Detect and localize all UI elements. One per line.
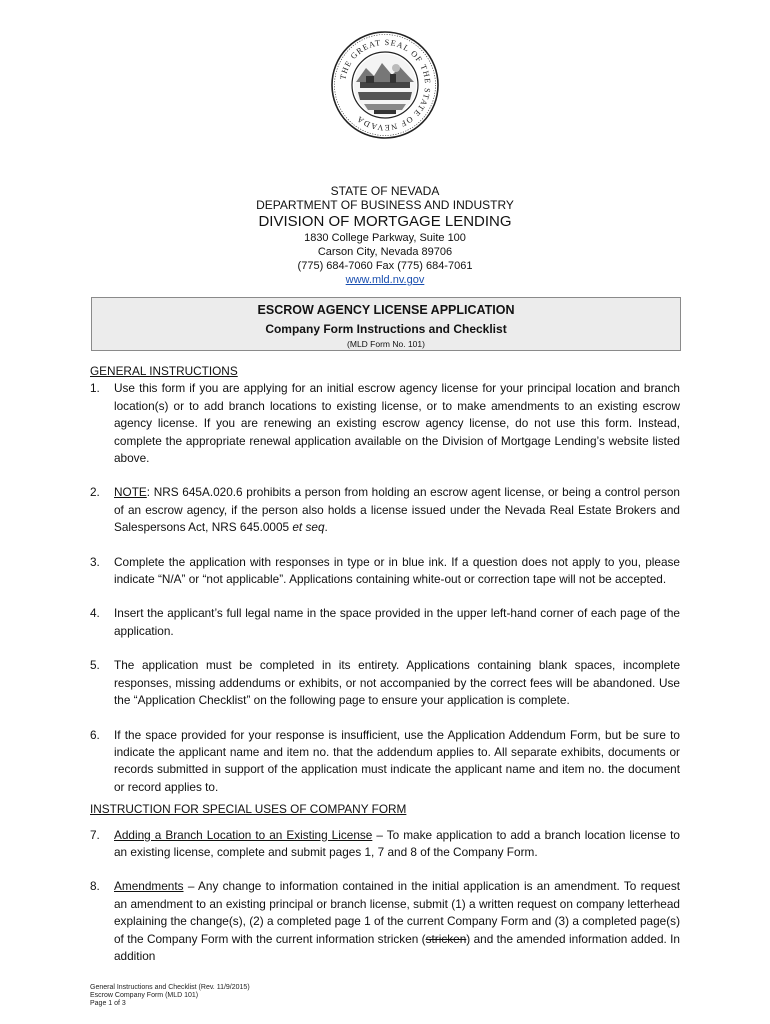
instructions-body [90,363,680,965]
instruction-item-7: 7. Adding a Branch Location to an Existing License – To make application to add a branch location license to an existing license, complete and submit pages 1, 7 and 8 of the Company Form. [90,827,680,859]
website-link[interactable]: www.mld.nv.gov [345,274,425,286]
division-name: DIVISION OF MORTGAGE LENDING [258,213,512,230]
form-title-box [91,297,681,351]
form-title: ESCROW AGENCY LICENSE APPLICATION [257,303,515,317]
amendments-label: Amendments [114,879,184,894]
page-footer [90,984,250,1008]
form-subtitle: Company Form Instructions and Checklist [265,322,507,336]
special-uses-heading: INSTRUCTION FOR SPECIAL USES OF COMPANY FORM [90,802,407,817]
footer-page-number: Page 1 of 3 [90,1000,126,1007]
general-instructions-heading: GENERAL INSTRUCTIONS [90,364,238,378]
address-line-2: Carson City, Nevada 89706 [317,246,453,258]
footer-revision: General Instructions and Checklist (Rev. 11/9/2015) [90,984,250,991]
address-line-1: 1830 College Parkway, Suite 100 [304,232,466,244]
instruction-item-6: 6. If the space provided for your response is insufficient, use the Application Addendum Form, but be sure to indicate the applicant name and item no. that the addendum applies to. All separate exhibits, documents or records submitted in support of the application must indicate the applicant name and item no. the document or record applies to. [90,727,680,794]
state-seal-icon [330,30,440,140]
stricken-example: stricken [425,931,467,946]
instruction-item-4: 4. Insert the applicant’s full legal name in the space provided in the upper left-hand corner of each page of the application. [90,606,680,638]
footer-form-name: Escrow Company Form (MLD 101) [90,992,199,999]
agency-header [0,184,770,287]
branch-location-label: Adding a Branch Location to an Existing License [114,827,373,842]
seal-ring-text: THE GREAT SEAL OF THE STATE OF NEVADA [338,37,433,133]
instruction-item-3: 3. Complete the application with responses in type or in blue ink. If a question does not apply to you, please indicate “N/A” or “not applicable”. Applications containing white-out or correction tape will not be accepted. [90,554,680,587]
note-label: NOTE [114,485,147,500]
department-name: DEPARTMENT OF BUSINESS AND INDUSTRY [256,198,514,212]
instruction-item-8: 8. Amendments – Any change to information contained in the initial application is an amendment. To request an amendment to an existing principal or branch license, submit (1) a written request on company letterhead explaining the change(s), (2) a completed page 1 of the current Company Form and (3) a completed page(s) of the Company Form with the current information stricken (stricken) and the amended information added. In addition [90,879,680,963]
form-number: (MLD Form No. 101) [347,339,425,349]
state-name: STATE OF NEVADA [330,184,440,198]
instruction-item-1: 1. Use this form if you are applying for an initial escrow agency license for your principal location and branch location(s) or to add branch locations to existing license, or to make amendments to an existing escrow agency license. If you are renewing an existing escrow agency license, do not use this form. Instead, complete the appropriate renewal application available on the Division of Mortgage Lending’s website listed above. [90,381,680,466]
phone-fax: (775) 684-7060 Fax (775) 684-7061 [297,260,473,272]
instruction-item-2: 2. NOTE: NRS 645A.020.6 prohibits a person from holding an escrow agent license, or being a control person of an escrow agency, if the person also holds a license issued under the Nevada Real Estate Brokers and Salespersons Act, NRS 645.0005 et seq. [90,485,680,535]
instruction-item-5: 5. The application must be completed in its entirety. Applications containing blank spaces, incomplete responses, missing addendums or exhibits, or not accompanied by the correct fees will be abandoned. Use the “Application Checklist” on the following page to ensure your application is complete. [90,658,680,708]
